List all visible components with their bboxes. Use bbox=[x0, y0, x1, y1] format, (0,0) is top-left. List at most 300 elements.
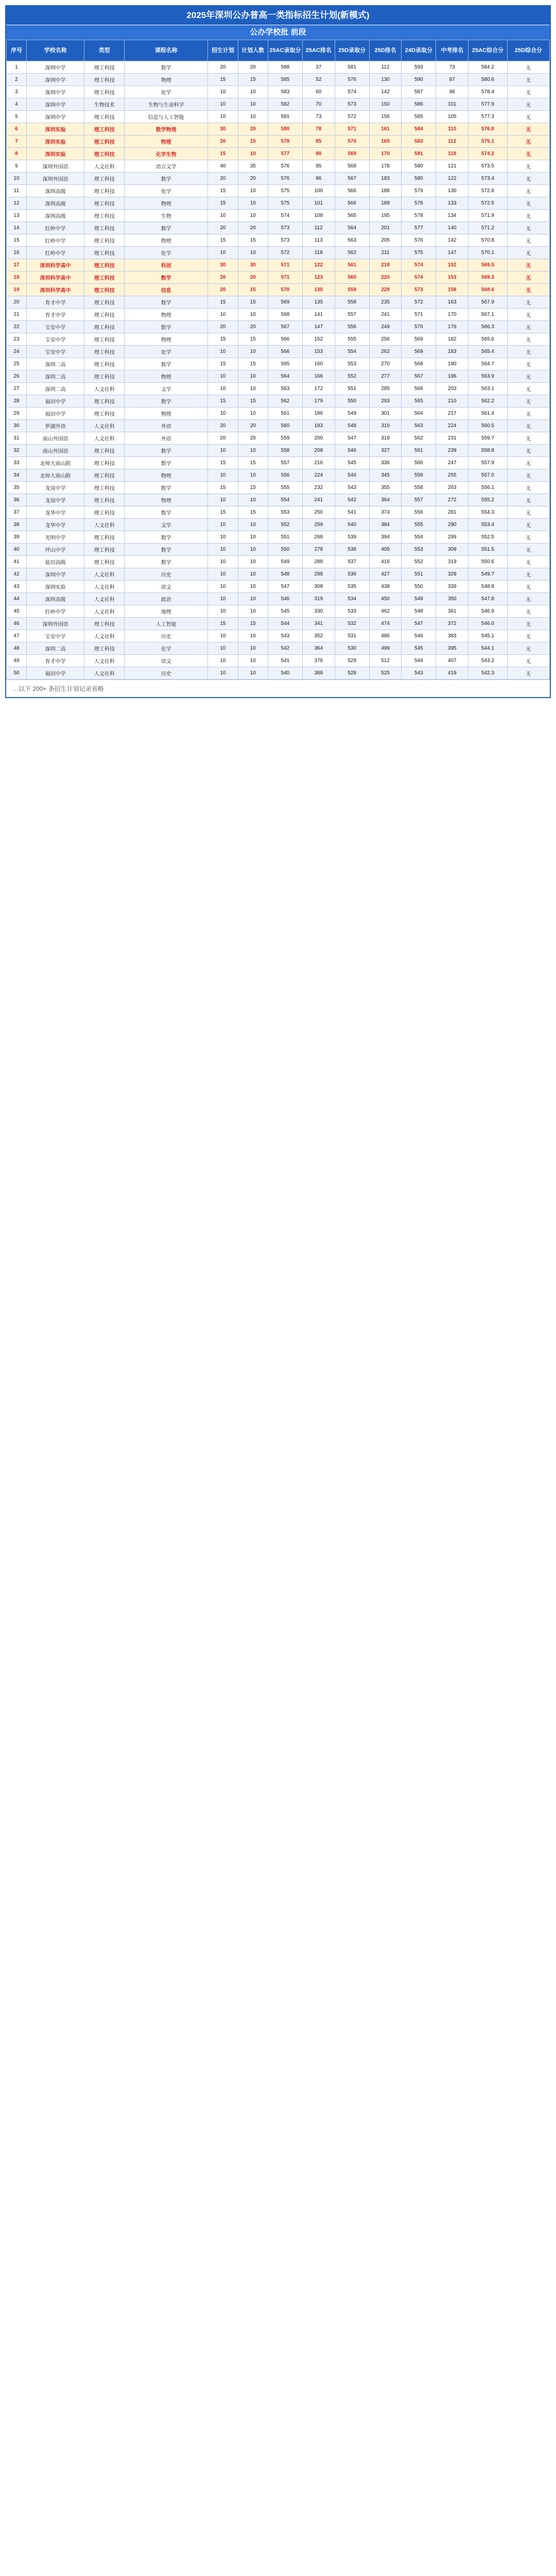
table-cell: 10 bbox=[208, 247, 238, 259]
table-cell: 577 bbox=[268, 148, 302, 160]
table-cell: 555 bbox=[268, 482, 302, 494]
table-cell: 70 bbox=[303, 98, 335, 111]
table-cell: 576 bbox=[268, 173, 302, 185]
table-cell: 无 bbox=[507, 346, 549, 358]
table-cell: 530 bbox=[335, 642, 369, 655]
table-cell: 241 bbox=[303, 494, 335, 506]
table-cell: 543 bbox=[335, 482, 369, 494]
table-cell: 590 bbox=[402, 74, 436, 86]
table-cell: 无 bbox=[507, 370, 549, 383]
table-cell: 人文社科 bbox=[84, 630, 125, 642]
table-cell: 育才中学 bbox=[26, 309, 84, 321]
column-header: 25AC排名 bbox=[303, 40, 335, 61]
table-cell: 541 bbox=[268, 655, 302, 667]
table-cell: 52 bbox=[303, 74, 335, 86]
table-cell: 10 bbox=[208, 98, 238, 111]
table-cell: 语文 bbox=[125, 581, 208, 593]
table-cell: 268 bbox=[303, 531, 335, 544]
table-cell: 宝安中学 bbox=[26, 333, 84, 346]
table-cell: 112 bbox=[303, 222, 335, 234]
table-cell: 570 bbox=[335, 135, 369, 148]
table-row bbox=[7, 296, 550, 309]
table-cell: 无 bbox=[507, 469, 549, 482]
table-cell: 无 bbox=[507, 655, 549, 667]
table-cell: 580 bbox=[268, 123, 302, 135]
table-row bbox=[7, 284, 550, 296]
table-cell: 239 bbox=[436, 445, 468, 457]
table-cell: 566 bbox=[335, 185, 369, 197]
table-cell: 10 bbox=[208, 605, 238, 618]
table-cell: 47 bbox=[7, 630, 27, 642]
table-cell: 554.3 bbox=[468, 506, 508, 519]
table-row bbox=[7, 123, 550, 135]
table-cell: 571 bbox=[268, 259, 302, 272]
table-cell: 232 bbox=[303, 482, 335, 494]
table-cell: 宝安中学 bbox=[26, 321, 84, 333]
table-cell: 555.2 bbox=[468, 494, 508, 506]
table-cell: 499 bbox=[369, 642, 402, 655]
table-cell: 73 bbox=[303, 111, 335, 123]
table-cell: 无 bbox=[507, 556, 549, 568]
page-subtitle: 公办学校批 前段 bbox=[6, 25, 550, 40]
table-cell: 196 bbox=[436, 370, 468, 383]
table-cell: 545 bbox=[268, 605, 302, 618]
table-cell: 无 bbox=[507, 420, 549, 432]
table-cell: 571.9 bbox=[468, 210, 508, 222]
table-cell: 586 bbox=[402, 98, 436, 111]
column-header: 计划人数 bbox=[238, 40, 268, 61]
table-cell: 15 bbox=[238, 284, 268, 296]
table-cell: 语文 bbox=[125, 655, 208, 667]
table-cell: 172 bbox=[303, 383, 335, 395]
table-cell: 573 bbox=[402, 284, 436, 296]
table-cell: 2 bbox=[7, 74, 27, 86]
column-header: 25D排名 bbox=[369, 40, 402, 61]
table-cell: 558.8 bbox=[468, 445, 508, 457]
table-cell: 585 bbox=[402, 111, 436, 123]
table-cell: 330 bbox=[303, 605, 335, 618]
table-cell: 无 bbox=[507, 568, 549, 581]
table-cell: 147 bbox=[436, 247, 468, 259]
table-cell: 理工科技 bbox=[84, 259, 125, 272]
table-cell: 570.8 bbox=[468, 234, 508, 247]
table-cell: 567.1 bbox=[468, 309, 508, 321]
table-cell: 562.2 bbox=[468, 395, 508, 408]
table-cell: 255 bbox=[436, 469, 468, 482]
table-row bbox=[7, 210, 550, 222]
table-cell: 554 bbox=[268, 494, 302, 506]
table-cell: 15 bbox=[208, 482, 238, 494]
table-cell: 10 bbox=[238, 556, 268, 568]
table-cell: 10 bbox=[208, 86, 238, 98]
table-cell: 573 bbox=[335, 98, 369, 111]
table-cell: 118 bbox=[436, 148, 468, 160]
table-cell: 361 bbox=[436, 605, 468, 618]
table-cell: 35 bbox=[7, 482, 27, 494]
table-row bbox=[7, 445, 550, 457]
table-cell: 理工科技 bbox=[84, 506, 125, 519]
table-cell: 538 bbox=[335, 544, 369, 556]
table-cell: 195 bbox=[369, 210, 402, 222]
table-cell: 10 bbox=[208, 469, 238, 482]
table-cell: 178 bbox=[369, 160, 402, 173]
table-cell: 557.9 bbox=[468, 457, 508, 469]
table-cell: 宝安中学 bbox=[26, 630, 84, 642]
table-cell: 理工科技 bbox=[84, 74, 125, 86]
table-cell: 153 bbox=[436, 272, 468, 284]
table-cell: 561 bbox=[268, 408, 302, 420]
table-cell: 569.5 bbox=[468, 259, 508, 272]
table-cell: 理工科技 bbox=[84, 111, 125, 123]
table-cell: 无 bbox=[507, 605, 549, 618]
table-cell: 290 bbox=[436, 519, 468, 531]
table-cell: 543 bbox=[268, 630, 302, 642]
table-row bbox=[7, 358, 550, 370]
table-cell: 10 bbox=[238, 519, 268, 531]
table-cell: 深圳科学高中 bbox=[26, 284, 84, 296]
table-cell: 32 bbox=[7, 445, 27, 457]
table-cell: 10 bbox=[238, 544, 268, 556]
table-cell: 20 bbox=[208, 432, 238, 445]
table-cell: 无 bbox=[507, 618, 549, 630]
table-cell: 27 bbox=[7, 383, 27, 395]
table-cell: 419 bbox=[436, 667, 468, 680]
table-cell: 60 bbox=[303, 86, 335, 98]
table-cell: 化学 bbox=[125, 185, 208, 197]
table-cell: 85 bbox=[303, 135, 335, 148]
table-cell: 15 bbox=[238, 618, 268, 630]
column-header: 类型 bbox=[84, 40, 125, 61]
column-header: 25AC录取分 bbox=[268, 40, 302, 61]
table-cell: 15 bbox=[208, 506, 238, 519]
table-cell: 10 bbox=[208, 346, 238, 358]
table-cell: 深圳高级 bbox=[26, 197, 84, 210]
table-cell: 无 bbox=[507, 173, 549, 185]
table-cell: 546.9 bbox=[468, 605, 508, 618]
table-cell: 深圳中学 bbox=[26, 111, 84, 123]
table-row bbox=[7, 148, 550, 160]
table-cell: 43 bbox=[7, 581, 27, 593]
table-cell: 576 bbox=[335, 74, 369, 86]
table-cell: 572.8 bbox=[468, 185, 508, 197]
table-cell: 15 bbox=[208, 395, 238, 408]
table-row bbox=[7, 655, 550, 667]
table-cell: 450 bbox=[369, 593, 402, 605]
table-cell: 188 bbox=[369, 185, 402, 197]
table-cell: 549.7 bbox=[468, 568, 508, 581]
table-cell: 583 bbox=[268, 86, 302, 98]
table-cell: 科创 bbox=[125, 259, 208, 272]
table-cell: 566 bbox=[268, 346, 302, 358]
table-cell: 308 bbox=[303, 581, 335, 593]
table-cell: 10 bbox=[238, 185, 268, 197]
table-cell: 理工科技 bbox=[84, 482, 125, 494]
table-cell: 无 bbox=[507, 296, 549, 309]
table-cell: 554 bbox=[335, 346, 369, 358]
table-cell: 546 bbox=[268, 593, 302, 605]
table-row bbox=[7, 506, 550, 519]
table-cell: 534 bbox=[335, 593, 369, 605]
table-cell: 96 bbox=[303, 173, 335, 185]
table-cell: 10 bbox=[208, 630, 238, 642]
table-cell: 人文社科 bbox=[84, 667, 125, 680]
table-cell: 理工科技 bbox=[84, 469, 125, 482]
table-cell: 170 bbox=[369, 148, 402, 160]
table-cell: 559 bbox=[402, 469, 436, 482]
table-cell: 158 bbox=[436, 284, 468, 296]
table-cell: 15 bbox=[238, 135, 268, 148]
table-cell: 44 bbox=[7, 593, 27, 605]
table-cell: 73 bbox=[436, 61, 468, 74]
table-cell: 249 bbox=[369, 321, 402, 333]
table-cell: 130 bbox=[369, 74, 402, 86]
table-cell: 427 bbox=[369, 568, 402, 581]
table-cell: 182 bbox=[436, 333, 468, 346]
table-cell: 10 bbox=[208, 667, 238, 680]
table-cell: 134 bbox=[436, 210, 468, 222]
table-cell: 15 bbox=[208, 185, 238, 197]
table-row bbox=[7, 667, 550, 680]
table-cell: 474 bbox=[369, 618, 402, 630]
table-cell: 560 bbox=[335, 272, 369, 284]
table-cell: 20 bbox=[238, 123, 268, 135]
table-cell: 深圳中学 bbox=[26, 86, 84, 98]
table-cell: 112 bbox=[436, 135, 468, 148]
table-cell: 565.6 bbox=[468, 333, 508, 346]
table-cell: 228 bbox=[369, 284, 402, 296]
table-cell: 554 bbox=[402, 531, 436, 544]
table-cell: 165 bbox=[369, 135, 402, 148]
table-cell: 559.7 bbox=[468, 432, 508, 445]
table-cell: 564 bbox=[268, 370, 302, 383]
table-header bbox=[7, 40, 550, 61]
table-cell: 无 bbox=[507, 222, 549, 234]
table-cell: 555 bbox=[335, 333, 369, 346]
table-cell: 15 bbox=[238, 395, 268, 408]
table-cell: 565 bbox=[268, 358, 302, 370]
table-cell: 560 bbox=[268, 420, 302, 432]
table-cell: 585 bbox=[268, 74, 302, 86]
table-cell: 569 bbox=[268, 296, 302, 309]
table-cell: 28 bbox=[7, 395, 27, 408]
table-cell: 250 bbox=[303, 506, 335, 519]
table-cell: 224 bbox=[436, 420, 468, 432]
table-cell: 无 bbox=[507, 111, 549, 123]
table-cell: 101 bbox=[303, 197, 335, 210]
table-row bbox=[7, 74, 550, 86]
table-cell: 数学 bbox=[125, 531, 208, 544]
table-cell: 10 bbox=[208, 111, 238, 123]
table-row bbox=[7, 197, 550, 210]
table-cell: 10 bbox=[238, 197, 268, 210]
table-cell: 580.6 bbox=[468, 74, 508, 86]
table-cell: 567.9 bbox=[468, 296, 508, 309]
table-cell: 277 bbox=[369, 370, 402, 383]
table-cell: 539 bbox=[335, 531, 369, 544]
table-cell: 15 bbox=[208, 296, 238, 309]
table-cell: 10 bbox=[238, 531, 268, 544]
table-cell: 10 bbox=[238, 247, 268, 259]
table-cell: 152 bbox=[303, 333, 335, 346]
table-cell: 10 bbox=[238, 581, 268, 593]
table-cell: 176 bbox=[436, 321, 468, 333]
table-cell: 语言文学 bbox=[125, 160, 208, 173]
table-cell: 285 bbox=[369, 383, 402, 395]
table-cell: 200 bbox=[303, 432, 335, 445]
table-cell: 红岭中学 bbox=[26, 222, 84, 234]
table-cell: 584 bbox=[402, 123, 436, 135]
table-row bbox=[7, 432, 550, 445]
table-cell: 558 bbox=[268, 445, 302, 457]
table-row bbox=[7, 395, 550, 408]
table-cell: 无 bbox=[507, 61, 549, 74]
table-cell: 462 bbox=[369, 605, 402, 618]
table-cell: 无 bbox=[507, 74, 549, 86]
table-cell: 568 bbox=[335, 160, 369, 173]
table-cell: 15 bbox=[238, 457, 268, 469]
table-cell: 556.1 bbox=[468, 482, 508, 494]
admission-table bbox=[6, 40, 550, 680]
table-cell: 542 bbox=[268, 642, 302, 655]
table-cell: 50 bbox=[7, 667, 27, 680]
table-cell: 270 bbox=[369, 358, 402, 370]
table-cell: 数学 bbox=[125, 482, 208, 494]
table-cell: 15 bbox=[238, 74, 268, 86]
table-cell: 486 bbox=[369, 630, 402, 642]
table-cell: 574 bbox=[402, 272, 436, 284]
table-cell: 无 bbox=[507, 482, 549, 494]
table-cell: 无 bbox=[507, 395, 549, 408]
table-cell: 110 bbox=[436, 123, 468, 135]
table-cell: 深圳外国语 bbox=[26, 618, 84, 630]
table-cell: 物理 bbox=[125, 197, 208, 210]
table-row bbox=[7, 642, 550, 655]
table-cell: 10 bbox=[208, 445, 238, 457]
table-row bbox=[7, 247, 550, 259]
table-cell: 理工科技 bbox=[84, 148, 125, 160]
table-cell: 20 bbox=[238, 432, 268, 445]
table-cell: 566.3 bbox=[468, 321, 508, 333]
table-cell: 532 bbox=[335, 618, 369, 630]
column-header: 序号 bbox=[7, 40, 27, 61]
table-cell: 24 bbox=[7, 346, 27, 358]
table-cell: 189 bbox=[369, 197, 402, 210]
table-cell: 10 bbox=[238, 346, 268, 358]
table-cell: 533 bbox=[335, 605, 369, 618]
table-cell: 历史 bbox=[125, 667, 208, 680]
table-cell: 211 bbox=[369, 247, 402, 259]
table-cell: 理工科技 bbox=[84, 222, 125, 234]
table-cell: 化学生物 bbox=[125, 148, 208, 160]
table-cell: 350 bbox=[436, 593, 468, 605]
table-row bbox=[7, 457, 550, 469]
table-cell: 理工科技 bbox=[84, 358, 125, 370]
table-cell: 深圳科学高中 bbox=[26, 272, 84, 284]
table-cell: 20 bbox=[208, 135, 238, 148]
table-cell: 福田中学 bbox=[26, 667, 84, 680]
table-cell: 无 bbox=[507, 408, 549, 420]
column-header: 招生计划 bbox=[208, 40, 238, 61]
table-cell: 113 bbox=[303, 234, 335, 247]
table-cell: 555 bbox=[402, 519, 436, 531]
table-cell: 10 bbox=[208, 210, 238, 222]
table-row bbox=[7, 383, 550, 395]
table-cell: 544 bbox=[402, 655, 436, 667]
table-cell: 78 bbox=[303, 123, 335, 135]
table-cell: 深圳中学 bbox=[26, 568, 84, 581]
table-cell: 20 bbox=[7, 296, 27, 309]
table-cell: 560 bbox=[402, 457, 436, 469]
table-cell: 293 bbox=[369, 395, 402, 408]
table-cell: 566 bbox=[335, 197, 369, 210]
table-cell: 407 bbox=[436, 655, 468, 667]
table-cell: 23 bbox=[7, 333, 27, 346]
table-cell: 567 bbox=[402, 370, 436, 383]
table-cell: 345 bbox=[369, 469, 402, 482]
table-cell: 无 bbox=[507, 642, 549, 655]
table-cell: 537 bbox=[335, 556, 369, 568]
table-cell: 40 bbox=[208, 160, 238, 173]
table-cell: 540 bbox=[335, 519, 369, 531]
table-cell: 北师大南山附 bbox=[26, 469, 84, 482]
table-cell: 186 bbox=[303, 408, 335, 420]
table-cell: 10 bbox=[238, 642, 268, 655]
table-cell: 化学 bbox=[125, 346, 208, 358]
table-cell: 218 bbox=[369, 259, 402, 272]
table-cell: 10 bbox=[208, 519, 238, 531]
table-cell: 10 bbox=[238, 148, 268, 160]
table-cell: 573 bbox=[268, 222, 302, 234]
table-cell: 535 bbox=[335, 581, 369, 593]
table-cell: 无 bbox=[507, 519, 549, 531]
table-body bbox=[7, 61, 550, 680]
table-cell: 512 bbox=[369, 655, 402, 667]
table-cell: 数学 bbox=[125, 445, 208, 457]
table-cell: 10 bbox=[238, 494, 268, 506]
table-cell: 572.5 bbox=[468, 197, 508, 210]
truncation-note: …以下 200+ 条招生计划记录省略 bbox=[6, 680, 550, 697]
table-cell: 理工科技 bbox=[84, 457, 125, 469]
table-row bbox=[7, 630, 550, 642]
table-cell: 548 bbox=[268, 568, 302, 581]
table-cell: 无 bbox=[507, 247, 549, 259]
table-cell: 567 bbox=[335, 173, 369, 185]
table-cell: 无 bbox=[507, 86, 549, 98]
table-cell: 563.1 bbox=[468, 383, 508, 395]
table-cell: 20 bbox=[238, 420, 268, 432]
table-cell: 549 bbox=[268, 556, 302, 568]
table-cell: 无 bbox=[507, 531, 549, 544]
table-cell: 20 bbox=[238, 173, 268, 185]
table-cell: 20 bbox=[208, 321, 238, 333]
table-cell: 376 bbox=[303, 655, 335, 667]
table-cell: 外语 bbox=[125, 432, 208, 445]
table-cell: 573.5 bbox=[468, 160, 508, 173]
table-cell: 87 bbox=[436, 74, 468, 86]
table-cell: 人工智能 bbox=[125, 618, 208, 630]
table-cell: 208 bbox=[303, 445, 335, 457]
table-cell: 信息与人工智能 bbox=[125, 111, 208, 123]
table-row bbox=[7, 605, 550, 618]
table-row bbox=[7, 482, 550, 494]
table-cell: 深圳实验 bbox=[26, 123, 84, 135]
table-cell: 无 bbox=[507, 432, 549, 445]
table-cell: 567 bbox=[268, 321, 302, 333]
table-cell: 15 bbox=[208, 618, 238, 630]
table-row bbox=[7, 408, 550, 420]
table-cell: 547 bbox=[268, 581, 302, 593]
table-cell: 福田中学 bbox=[26, 408, 84, 420]
